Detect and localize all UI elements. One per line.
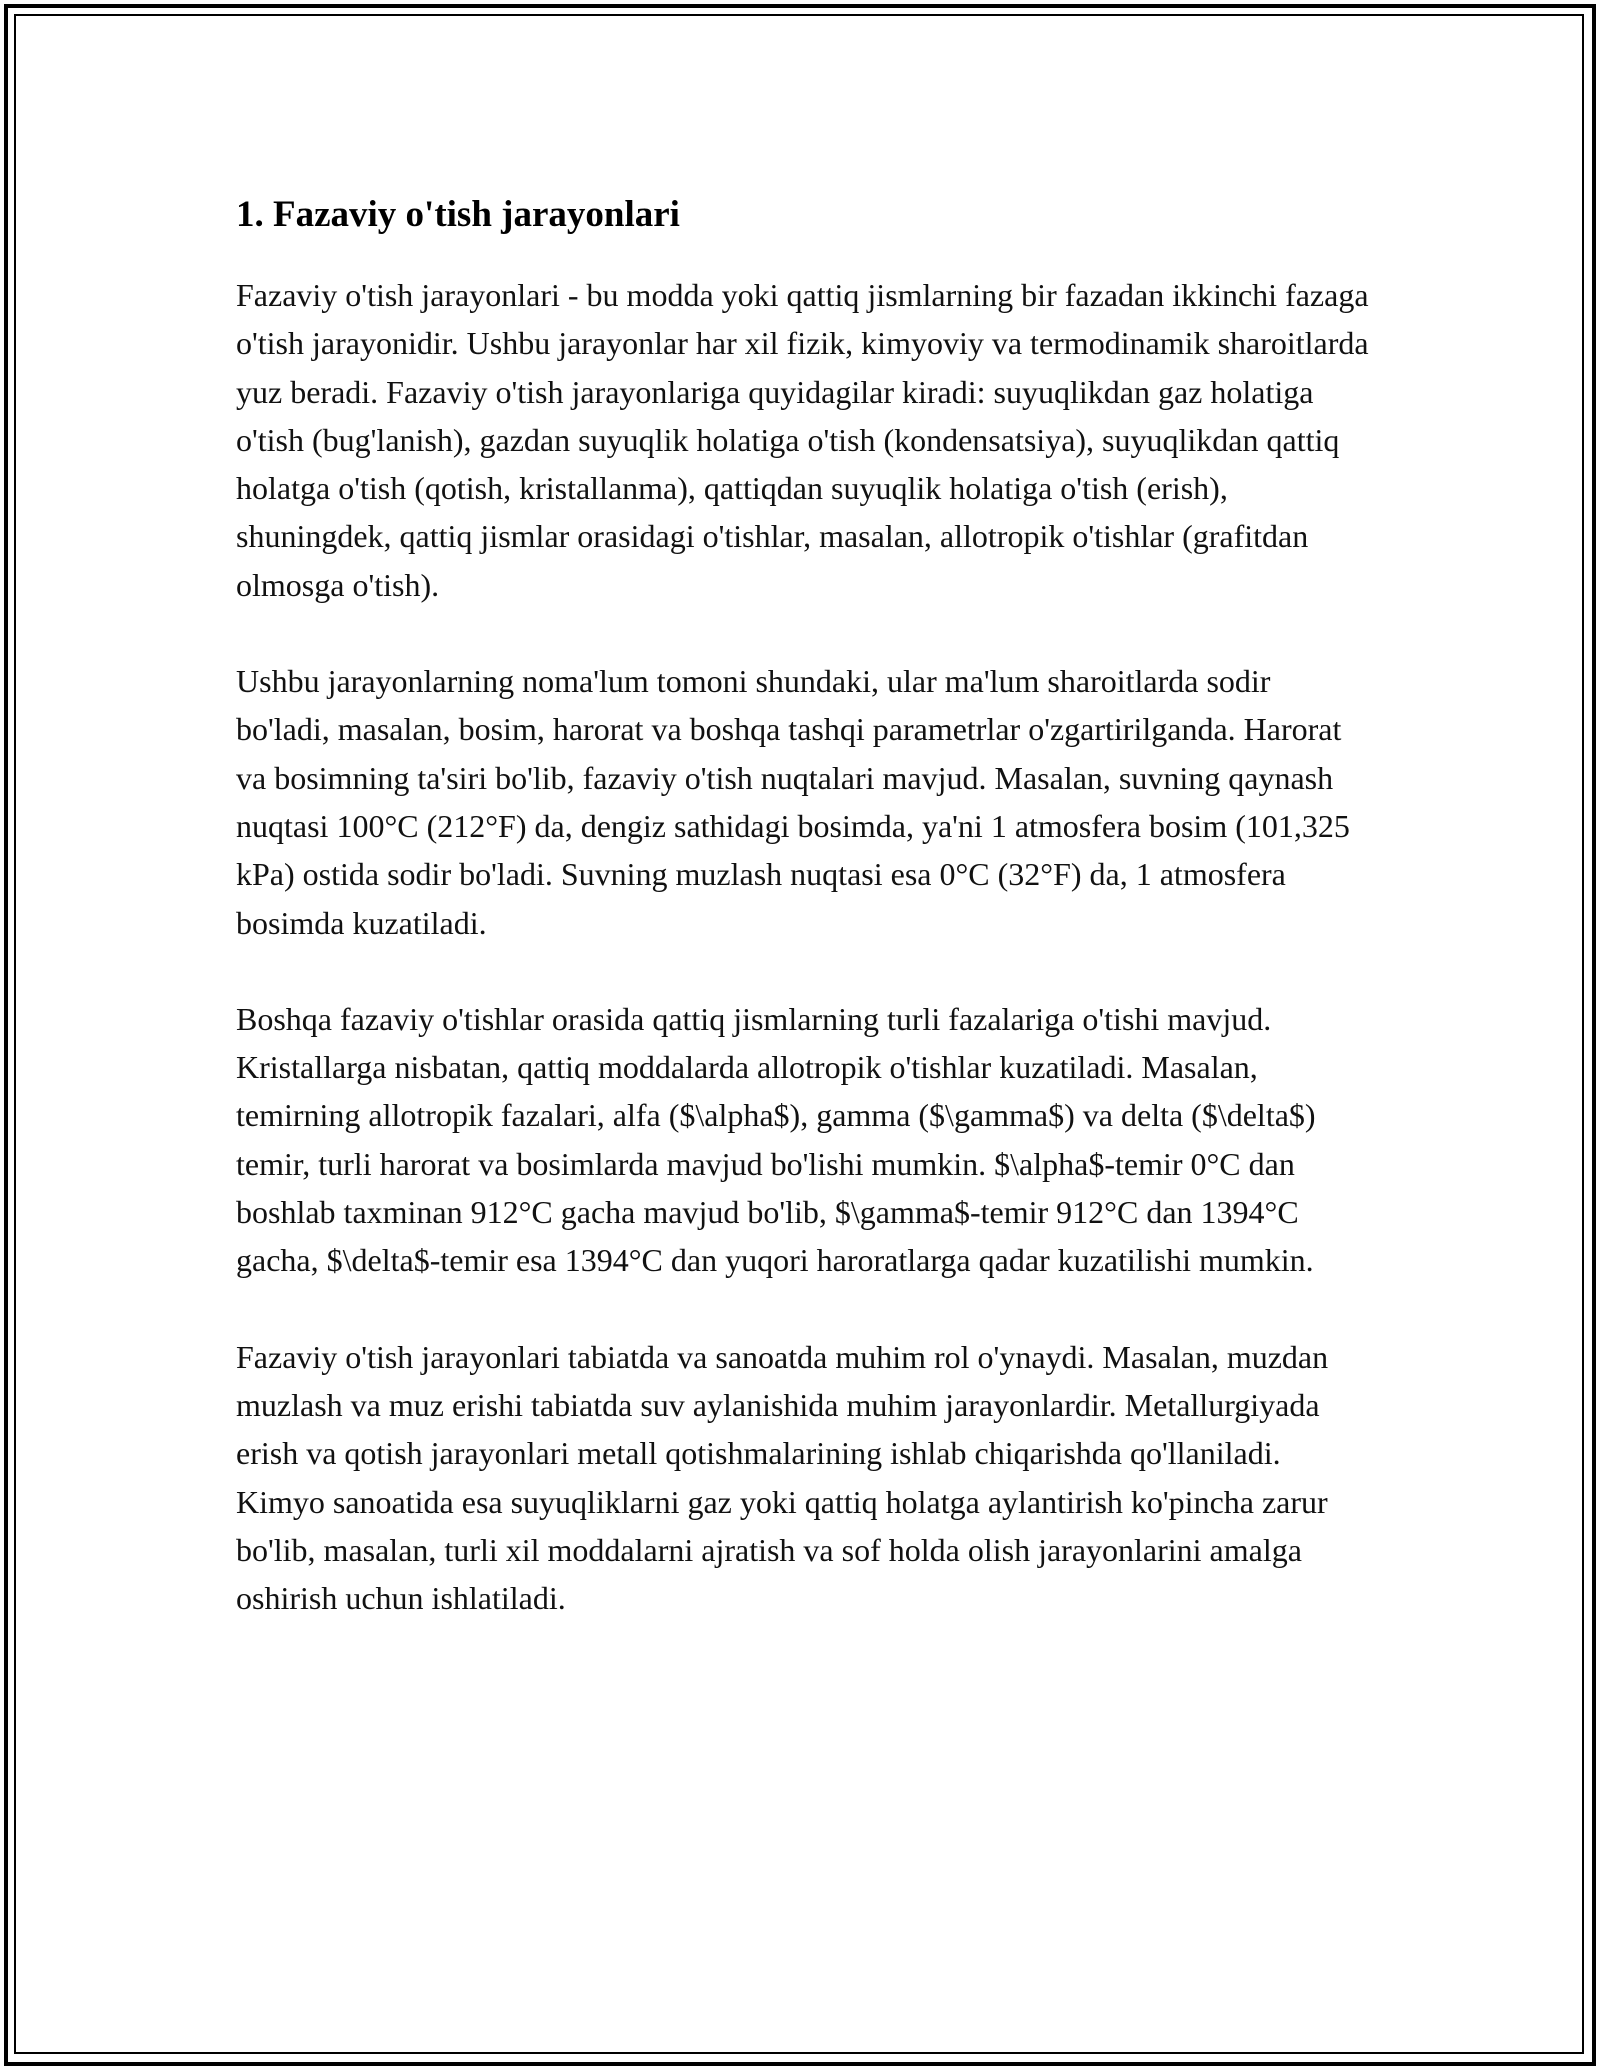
paragraph-1: Fazaviy o'tish jarayonlari - bu modda yoki qattiq jismlarning bir fazadan ikkinchi fazaga o'tish jarayonidir. Ushbu jarayonlar har xil fizik, kimyoviy va termodinamik sharoitlarda yuz beradi. Fazaviy o'tish jarayonlariga quyidagilar kiradi: suyuqlikdan gaz holatiga o'tish (bug'lanish), gazdan suyuqlik holatiga o'tish (kondensatsiya), suyuqlikdan qattiq holatga o'tish (qotish, kristallanma), qattiqdan suyuqlik holatiga o'tish (erish), shuningdek, qattiq jismlar orasidagi o'tishlar, masalan, allotropik o'tishlar (grafitdan olmosga o'tish). xyxy=(236,277,1369,603)
section-heading: 1. Fazaviy o'tish jarayonlari xyxy=(236,194,680,235)
paragraph-2: Ushbu jarayonlarning noma'lum tomoni shundaki, ular ma'lum sharoitlarda sodir bo'ladi, masalan, bosim, harorat va boshqa tashqi parametrlar o'zgartirilganda. Harorat va bosimning ta'siri bo'lib, fazaviy o'tish nuqtalari mavjud. Masalan, suvning qaynash nuqtasi 100°C (212°F) da, dengiz sathidagi bosimda, ya'ni 1 atmosfera bosim (101,325 kPa) ostida sodir bo'ladi. Suvning muzlash nuqtasi esa 0°C (32°F) da, 1 atmosfera bosimda kuzatiladi. xyxy=(236,663,1350,941)
document-body xyxy=(236,183,1371,1622)
paragraph-4: Fazaviy o'tish jarayonlari tabiatda va sanoatda muhim rol o'ynaydi. Masalan, muzdan muzlash va muz erishi tabiatda suv aylanishida muhim jarayonlardir. Metallurgiyada erish va qotish jarayonlari metall qotishmalarining ishlab chiqarishda qo'llaniladi. Kimyo sanoatida esa suyuqliklarni gaz yoki qattiq holatga aylantirish ko'pincha zarur bo'lib, masalan, turli xil moddalarni ajratish va sof holda olish jarayonlarini amalga oshirish uchun ishlatiladi. xyxy=(236,1338,1329,1617)
paragraph-3: Boshqa fazaviy o'tishlar orasida qattiq jismlarning turli fazalariga o'tishi mavjud. Kristallarga nisbatan, qattiq moddalarda allotropik o'tishlar kuzatiladi. Masalan, temirning allotropik fazalari, alfa ($\alpha$), gamma ($\gamma$) va delta ($\delta$) temir, turli harorat va bosimlarda mavjud bo'lishi mumkin. $\alpha$-temir 0°C dan boshlab taxminan 912°C gacha mavjud bo'lib, $\gamma$-temir 912°C dan 1394°C gacha, $\delta$-temir esa 1394°C dan yuqori haroratlarga qadar kuzatilishi mumkin. xyxy=(236,1000,1316,1279)
